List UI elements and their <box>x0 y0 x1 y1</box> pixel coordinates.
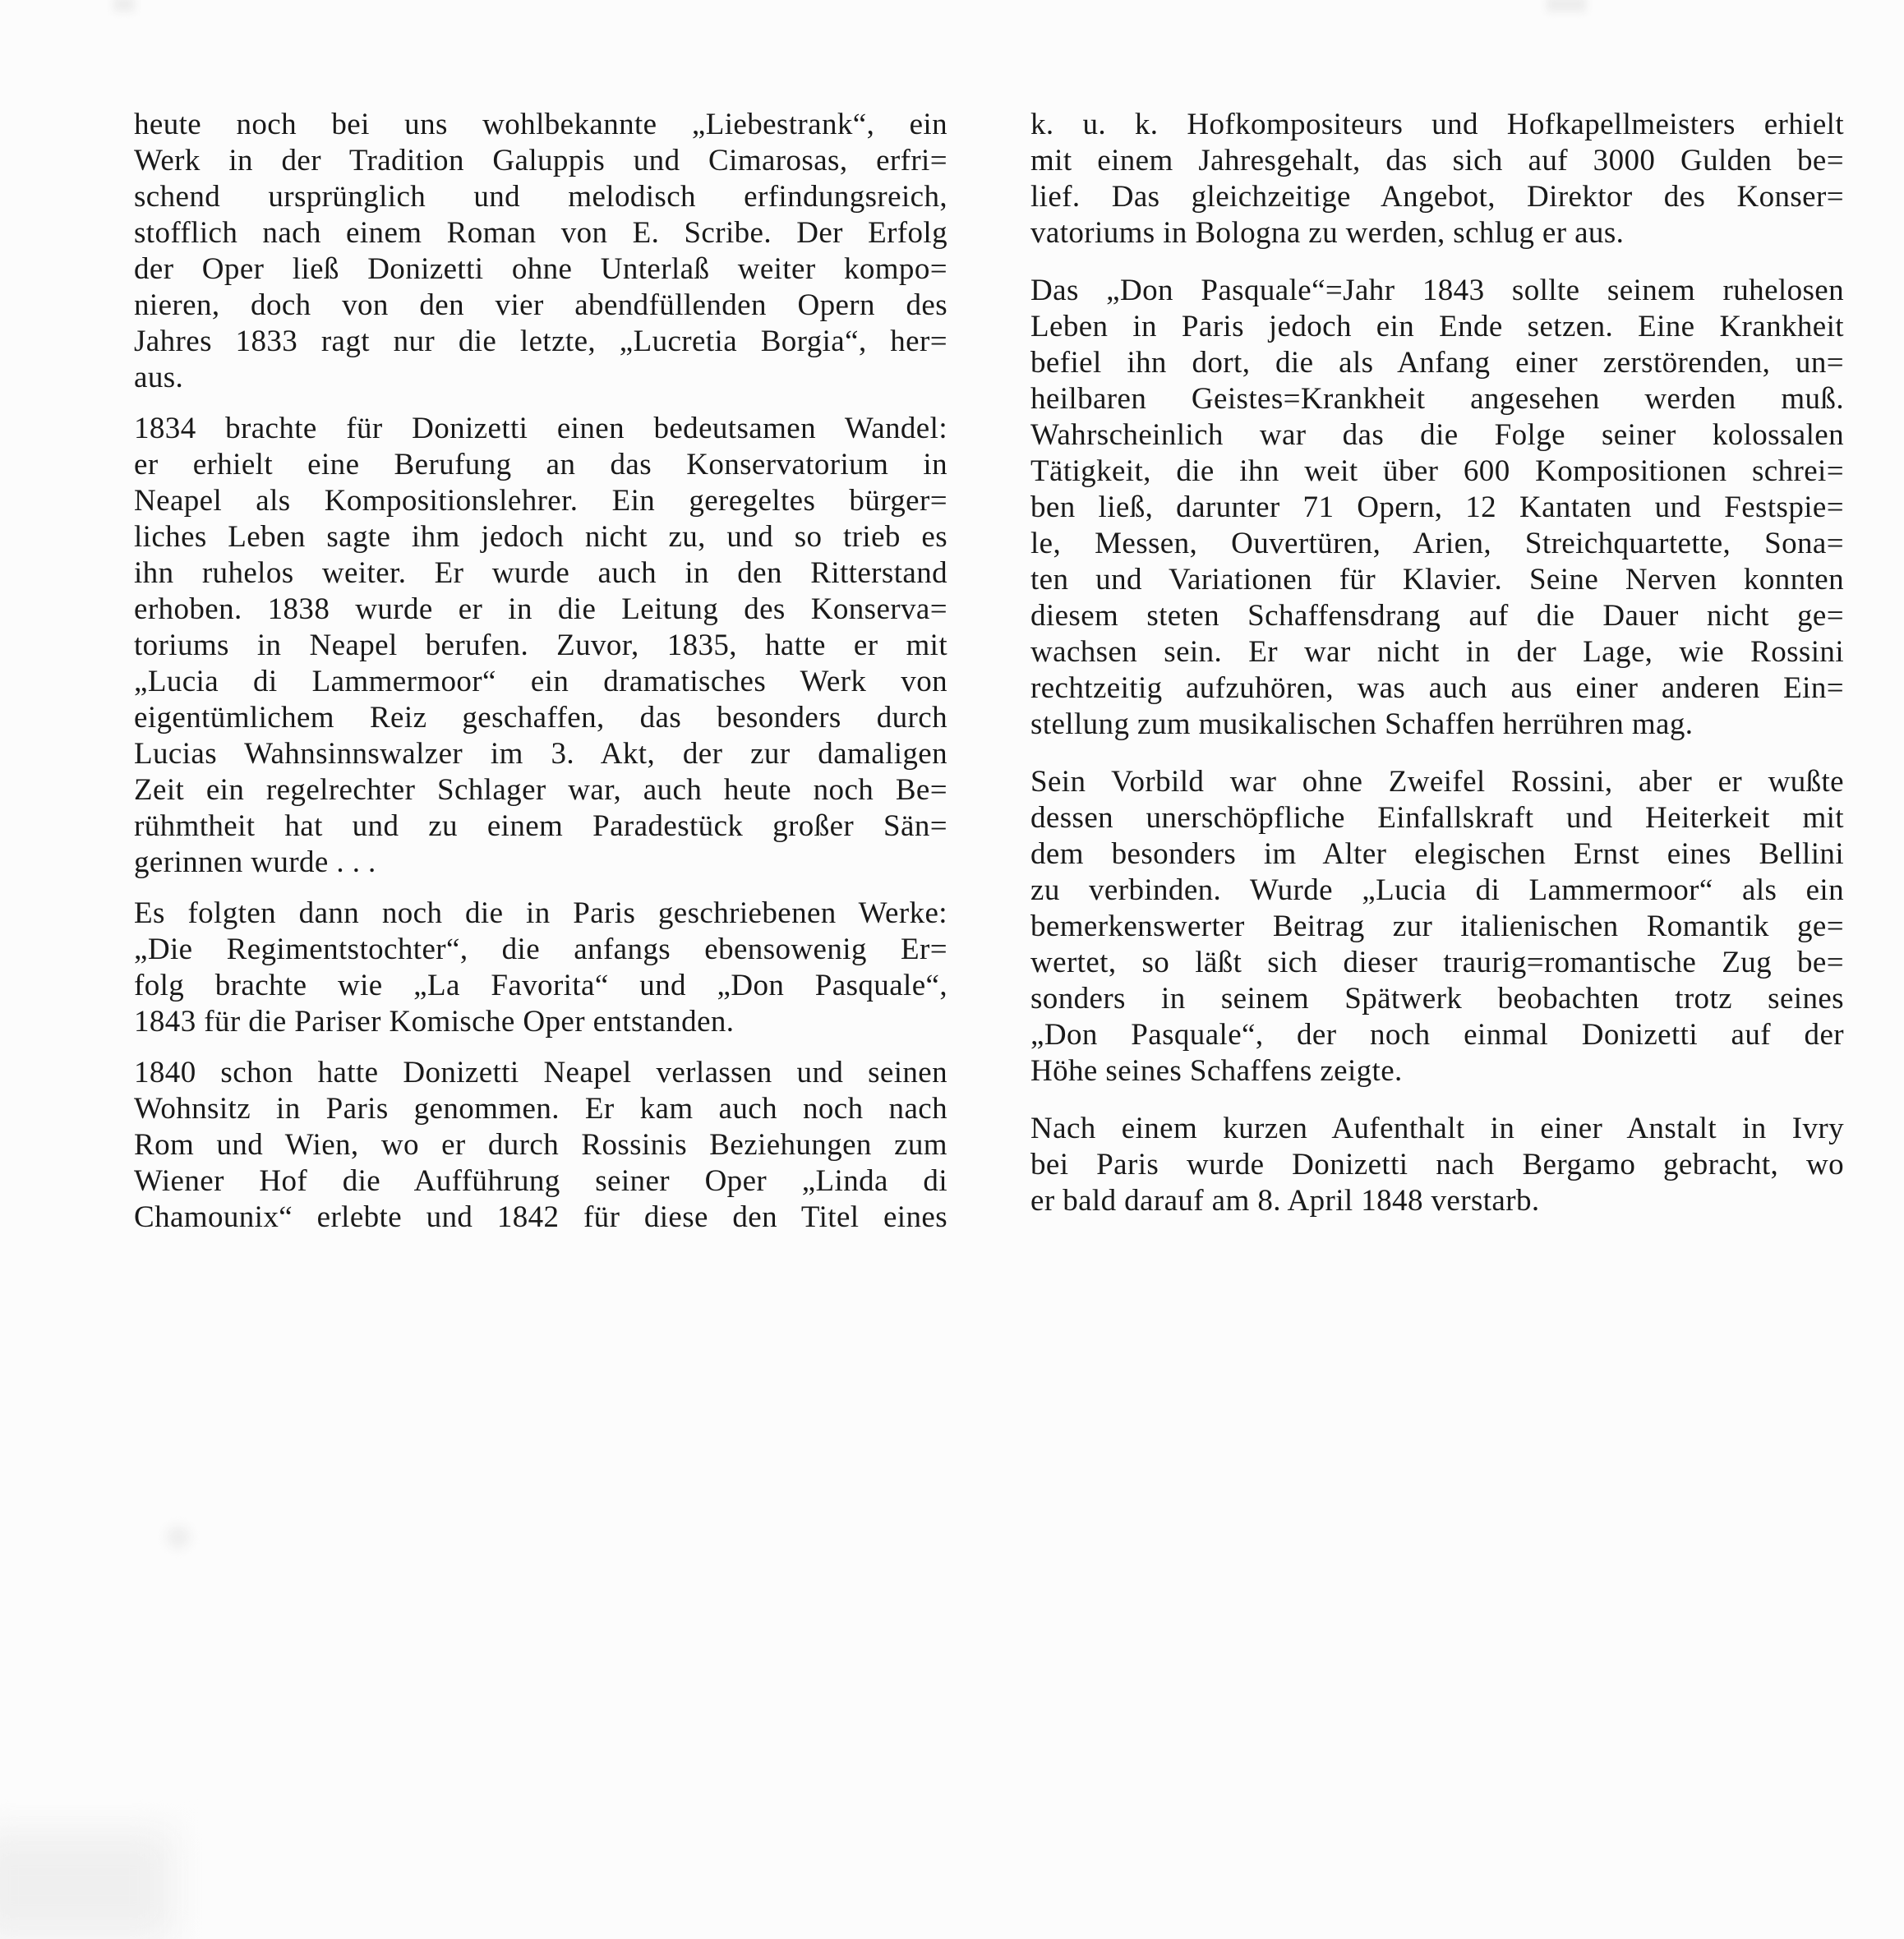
scan-artifact <box>0 1832 173 1939</box>
text-line: eigentümlichem Reiz geschaffen, das besonders durch <box>134 701 947 735</box>
text-line: er bald darauf am 8. April 1848 verstarb. <box>1030 1184 1540 1218</box>
text-line: liches Leben sagte ihm jedoch nicht zu, und so trieb es <box>134 520 947 554</box>
text-line: Wiener Hof die Aufführung seiner Oper „Linda di <box>134 1164 947 1198</box>
text-line: Wahrscheinlich war das die Folge seiner kolossalen <box>1030 418 1844 452</box>
text-line: dessen unerschöpfliche Einfallskraft und Heiterkeit mit <box>1030 801 1844 835</box>
text-line: toriums in Neapel berufen. Zuvor, 1835, hatte er mit <box>134 629 947 662</box>
text-line: Werk in der Tradition Galuppis und Cimarosas, erfri= <box>134 144 947 177</box>
right-column <box>1030 107 1844 1241</box>
text-line: Höhe seines Schaffens zeigte. <box>1030 1054 1403 1088</box>
text-line: Tätigkeit, die ihn weit über 600 Kompositionen schrei= <box>1030 454 1844 488</box>
paragraph <box>134 411 947 881</box>
text-line: stellung zum musikalischen Schaffen herrühren mag. <box>1030 707 1694 741</box>
text-line: Nach einem kurzen Aufenthalt in einer Anstalt in Ivry <box>1030 1112 1844 1145</box>
text-line: „Die Regimentstochter“, die anfangs ebensowenig Er= <box>134 933 947 966</box>
text-line: 1843 für die Pariser Komische Oper entstanden. <box>134 1005 735 1039</box>
text-line: le, Messen, Ouvertüren, Arien, Streichquartette, Sona= <box>1030 527 1844 560</box>
paragraph <box>1030 273 1844 743</box>
text-line: Zeit ein regelrechter Schlager war, auch heute noch Be= <box>134 773 947 807</box>
text-line: heilbaren Geistes=Krankheit angesehen werden muß. <box>1030 382 1844 416</box>
text-line: wachsen sein. Er war nicht in der Lage, wie Rossini <box>1030 635 1844 669</box>
paragraph <box>134 1055 947 1236</box>
paragraph <box>134 896 947 1040</box>
text-line: sonders in seinem Spätwerk beobachten trotz seines <box>1030 982 1844 1016</box>
text-line: 1834 brachte für Donizetti einen bedeutsamen Wandel: <box>134 412 947 445</box>
text-line: Chamounix“ erlebte und 1842 für diese den Titel eines <box>134 1200 947 1234</box>
text-line: Es folgten dann noch die in Paris geschriebenen Werke: <box>134 896 947 930</box>
text-line: Lucias Wahnsinnswalzer im 3. Akt, der zur damaligen <box>134 737 947 771</box>
text-line: bei Paris wurde Donizetti nach Bergamo gebracht, wo <box>1030 1148 1844 1181</box>
left-column <box>134 107 947 1250</box>
text-line: bemerkenswerter Beitrag zur italienischen Romantik ge= <box>1030 910 1844 943</box>
text-line: Wohnsitz in Paris genommen. Er kam auch noch nach <box>134 1092 947 1126</box>
text-line: nieren, doch von den vier abendfüllenden Opern des <box>134 288 947 322</box>
text-line: 1840 schon hatte Donizetti Neapel verlassen und seinen <box>134 1056 947 1089</box>
scan-artifact <box>113 0 135 12</box>
text-line: dem besonders im Alter elegischen Ernst eines Bellini <box>1030 837 1844 871</box>
text-line: diesem steten Schaffensdrang auf die Dauer nicht ge= <box>1030 599 1844 633</box>
paragraph <box>134 107 947 396</box>
text-line: ten und Variationen für Klavier. Seine Nerven konnten <box>1030 563 1844 596</box>
text-line: mit einem Jahresgehalt, das sich auf 3000 Gulden be= <box>1030 144 1844 177</box>
text-line: „Don Pasquale“, der noch einmal Donizetti auf der <box>1030 1018 1844 1052</box>
text-line: befiel ihn dort, die als Anfang einer zerstörenden, un= <box>1030 346 1844 380</box>
text-line: Das „Don Pasquale“=Jahr 1843 sollte seinem ruhelosen <box>1030 274 1844 307</box>
text-line: Jahres 1833 ragt nur die letzte, „Lucretia Borgia“, her= <box>134 325 947 358</box>
text-line: lief. Das gleichzeitige Angebot, Direktor des Konser= <box>1030 180 1844 214</box>
paragraph <box>1030 107 1844 251</box>
text-line: rechtzeitig aufzuhören, was auch aus einer anderen Ein= <box>1030 671 1844 705</box>
text-line: er erhielt eine Berufung an das Konservatorium in <box>134 448 947 481</box>
text-line: ihn ruhelos weiter. Er wurde auch in den Ritterstand <box>134 556 947 590</box>
paragraph <box>1030 1111 1844 1219</box>
text-line: „Lucia di Lammermoor“ ein dramatisches Werk von <box>134 665 947 698</box>
text-line: stofflich nach einem Roman von E. Scribe. Der Erfolg <box>134 216 947 250</box>
text-line: aus. <box>134 361 184 394</box>
text-line: ben ließ, darunter 71 Opern, 12 Kantaten und Festspie= <box>1030 491 1844 524</box>
text-line: wertet, so läßt sich dieser traurig=romantische Zug be= <box>1030 946 1844 979</box>
text-line: erhoben. 1838 wurde er in die Leitung des Konserva= <box>134 592 947 626</box>
text-line: heute noch bei uns wohlbekannte „Liebestrank“, ein <box>134 108 947 141</box>
scan-artifact <box>167 1527 190 1548</box>
text-line: k. u. k. Hofkompositeurs und Hofkapellmeisters erhielt <box>1030 108 1844 141</box>
text-line: Neapel als Kompositionslehrer. Ein geregeltes bürger= <box>134 484 947 518</box>
text-line: Leben in Paris jedoch ein Ende setzen. Eine Krankheit <box>1030 310 1844 343</box>
text-line: gerinnen wurde . . . <box>134 845 376 879</box>
text-line: zu verbinden. Wurde „Lucia di Lammermoor“ als ein <box>1030 873 1844 907</box>
text-line: der Oper ließ Donizetti ohne Unterlaß weiter kompo= <box>134 252 947 286</box>
text-line: schend ursprünglich und melodisch erfindungsreich, <box>134 180 947 214</box>
text-line: Rom und Wien, wo er durch Rossinis Beziehungen zum <box>134 1128 947 1162</box>
text-line: rühmtheit hat und zu einem Paradestück großer Sän= <box>134 809 947 843</box>
scan-artifact <box>1547 0 1586 12</box>
paragraph <box>1030 764 1844 1089</box>
text-line: vatoriums in Bologna zu werden, schlug er aus. <box>1030 216 1625 250</box>
text-line: folg brachte wie „La Favorita“ und „Don Pasquale“, <box>134 969 947 1002</box>
text-line: Sein Vorbild war ohne Zweifel Rossini, aber er wußte <box>1030 765 1844 799</box>
